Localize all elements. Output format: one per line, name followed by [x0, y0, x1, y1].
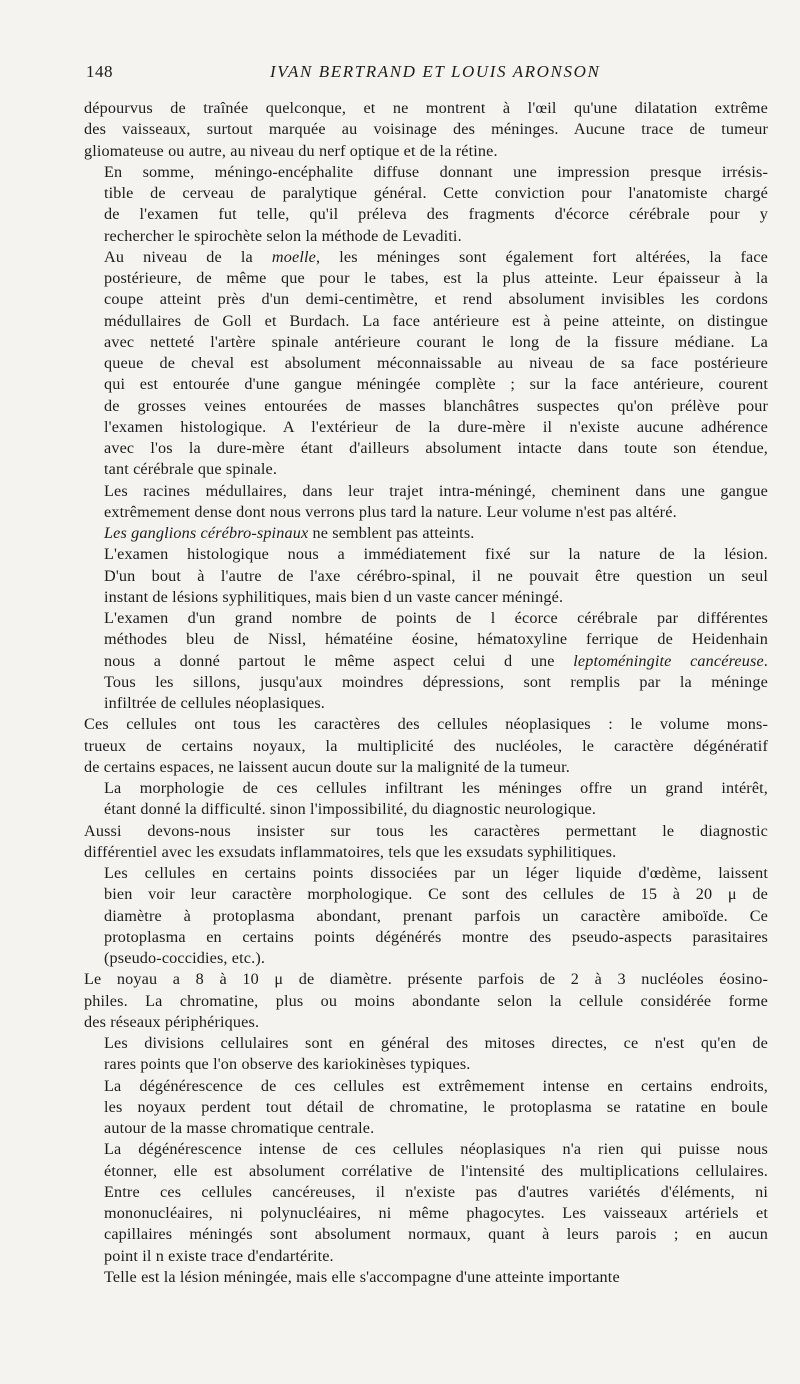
- text-line: rares points que l'on observe des kariokinèses typiques.: [104, 1055, 471, 1074]
- text-line: La morphologie de ces cellules infiltrant les méninges offre un grand intérêt,: [104, 779, 768, 797]
- running-head: [84, 50, 768, 84]
- text-line: qui est entourée d'une gangue méningée complète ; sur la face antérieure, courent: [104, 375, 768, 394]
- text-line: diamètre à protoplasma abondant, prenant parfois un caractère amiboïde. Ce: [104, 906, 768, 925]
- paragraph: [84, 544, 768, 608]
- text-line: Ces cellules ont tous les caractères des cellules néoplasiques : le volume mons-: [84, 715, 768, 734]
- text-line: des réseaux périphériques.: [84, 1012, 260, 1031]
- text-line: Les racines médullaires, dans leur trajet intra-méningé, cheminent dans une gangue: [104, 481, 768, 500]
- text-line: nous a donné partout le même aspect celui d une leptoméningite cancéreuse.: [104, 651, 768, 670]
- text-line: Les ganglions cérébro-spinaux ne semblent pas atteints.: [104, 524, 475, 542]
- page-number: 148: [86, 62, 113, 81]
- text-line: point il n existe trace d'endartérite.: [104, 1246, 334, 1265]
- text-line: Les cellules en certains points dissociées par un léger liquide d'œdème, laissent: [104, 864, 768, 882]
- paragraph: [84, 247, 768, 481]
- text-line: capillaires méningés sont absolument normaux, quant à leurs parois ; en aucun: [104, 1225, 768, 1244]
- text-line: bien voir leur caractère morphologique. Ce sont des cellules de 15 à 20 μ de: [104, 885, 768, 904]
- text-line: extrêmement dense dont nous verrons plus tard la nature. Leur volume n'est pas altéré.: [104, 502, 677, 521]
- text-line: mononucléaires, ni polynucléaires, ni même phagocytes. Les vaisseaux artériels et: [104, 1204, 768, 1222]
- text-line: différentiel avec les exsudats inflammatoires, tels que les exsudats syphilitiques.: [84, 842, 617, 861]
- text-line: de l'examen fut telle, qu'il préleva des fragments d'écorce cérébrale pour y: [104, 205, 768, 224]
- text-line: coupe atteint près d'un demi-centimètre, et rend absolument invisibles les cordons: [104, 290, 768, 309]
- text-line: trueux de certains noyaux, la multiplicité des nucléoles, le caractère dégénératif: [84, 736, 768, 755]
- text-line: Les divisions cellulaires sont en général des mitoses directes, ce n'est qu'en de: [104, 1034, 768, 1052]
- paragraph: [84, 608, 768, 714]
- paragraph: [84, 821, 768, 864]
- paragraph: [84, 1033, 768, 1076]
- text-line: méthodes bleu de Nissl, hématéine éosine, hématoxyline ferrique de Heidenhain: [104, 630, 768, 649]
- text-line: étonner, elle est absolument corrélative de l'intensité des multiplications cellulaires.: [104, 1161, 768, 1180]
- document-page: [84, 50, 768, 1370]
- text-line: Entre ces cellules cancéreuses, il n'existe pas d'autres variétés d'éléments, ni: [104, 1182, 768, 1201]
- text-line: de certains espaces, ne laissent aucun doute sur la malignité de la tumeur.: [84, 757, 570, 776]
- text-line: avec l'os la dure-mère étant d'ailleurs absolument intacte dans toute son étendue,: [104, 439, 768, 457]
- text-line: En somme, méningo-encéphalite diffuse donnant une impression presque irrésis-: [104, 162, 768, 181]
- text-line: tible de cerveau de paralytique général. Cette conviction pour l'anatomiste chargé: [104, 184, 768, 202]
- paragraph: [84, 98, 768, 162]
- text-line: instant de lésions syphilitiques, mais bien d un vaste cancer méningé.: [104, 587, 564, 606]
- text-line: étant donné la difficulté. sinon l'impossibilité, du diagnostic neurologique.: [104, 800, 597, 819]
- text-line: Telle est la lésion méningée, mais elle s'accompagne d'une atteinte importante: [104, 1267, 620, 1286]
- text-line: avec netteté l'artère spinale antérieure courant le long de la fissure médiane. La: [104, 332, 768, 351]
- text-line: infiltrée de cellules néoplasiques.: [104, 694, 326, 712]
- paragraph: [84, 481, 768, 524]
- text-line: postérieure, de même que pour le tabes, est la plus atteinte. Leur épaisseur à la: [104, 269, 768, 287]
- text-line: Au niveau de la moelle, les méninges sont également fort altérées, la face: [104, 247, 769, 266]
- running-title: IVAN BERTRAND ET LOUIS ARONSON: [270, 62, 601, 81]
- text-line: D'un bout à l'autre de l'axe cérébro-spinal, il ne pouvait être question un seul: [104, 566, 768, 585]
- text-line: autour de la masse chromatique centrale.: [104, 1119, 375, 1137]
- text-line: médullaires de Goll et Burdach. La face antérieure est à peine atteinte, on distingue: [104, 311, 768, 330]
- text-line: Tous les sillons, jusqu'aux moindres dépressions, sont remplis par la méninge: [104, 672, 768, 691]
- text-line: Le noyau a 8 à 10 μ de diamètre. présente parfois de 2 à 3 nucléoles éosino-: [84, 970, 768, 989]
- text-line: les noyaux perdent tout détail de chromatine, le protoplasma se ratatine en boule: [104, 1097, 768, 1116]
- text-line: tant cérébrale que spinale.: [104, 460, 278, 479]
- text-line: La dégénérescence intense de ces cellules néoplasiques n'a rien qui puisse nous: [104, 1140, 768, 1159]
- text-line: rechercher le spirochète selon la méthode de Levaditi.: [104, 226, 462, 245]
- paragraph: [84, 1076, 768, 1140]
- paragraph: [84, 969, 768, 1033]
- text-line: l'examen histologique. A l'extérieur de la dure-mère il n'existe aucune adhérence: [104, 417, 768, 436]
- paragraph: [84, 778, 768, 821]
- text-line: philes. La chromatine, plus ou moins abondante selon la cellule considérée forme: [84, 991, 768, 1010]
- text-line: La dégénérescence de ces cellules est extrêmement intense en certains endroits,: [104, 1076, 768, 1095]
- paragraph: [84, 863, 768, 969]
- paragraph: [84, 1139, 768, 1267]
- text-line: des vaisseaux, surtout marquée au voisinage des méninges. Aucune trace de tumeur: [84, 120, 768, 139]
- paragraph: [84, 523, 768, 544]
- text-line: Aussi devons-nous insister sur tous les caractères permettant le diagnostic: [84, 821, 768, 840]
- text-line: (pseudo-coccidies, etc.).: [104, 949, 266, 967]
- text-line: dépourvus de traînée quelconque, et ne montrent à l'œil qu'une dilatation extrême: [84, 99, 768, 117]
- paragraph: [84, 162, 768, 247]
- text-line: L'examen d'un grand nombre de points de l écorce cérébrale par différentes: [104, 609, 768, 627]
- body-text: [84, 98, 768, 1288]
- text-line: protoplasma en certains points dégénérés montre des pseudo-aspects parasitaires: [104, 927, 768, 946]
- paragraph: [84, 1267, 768, 1288]
- text-line: de grosses veines entourées de masses blanchâtres suspectes qu'on prélève pour: [104, 396, 768, 415]
- paragraph: [84, 714, 768, 778]
- text-line: L'examen histologique nous a immédiatement fixé sur la nature de la lésion.: [104, 545, 768, 564]
- text-line: gliomateuse ou autre, au niveau du nerf optique et de la rétine.: [84, 141, 498, 160]
- text-line: queue de cheval est absolument méconnaissable au niveau de sa face postérieure: [104, 354, 768, 372]
